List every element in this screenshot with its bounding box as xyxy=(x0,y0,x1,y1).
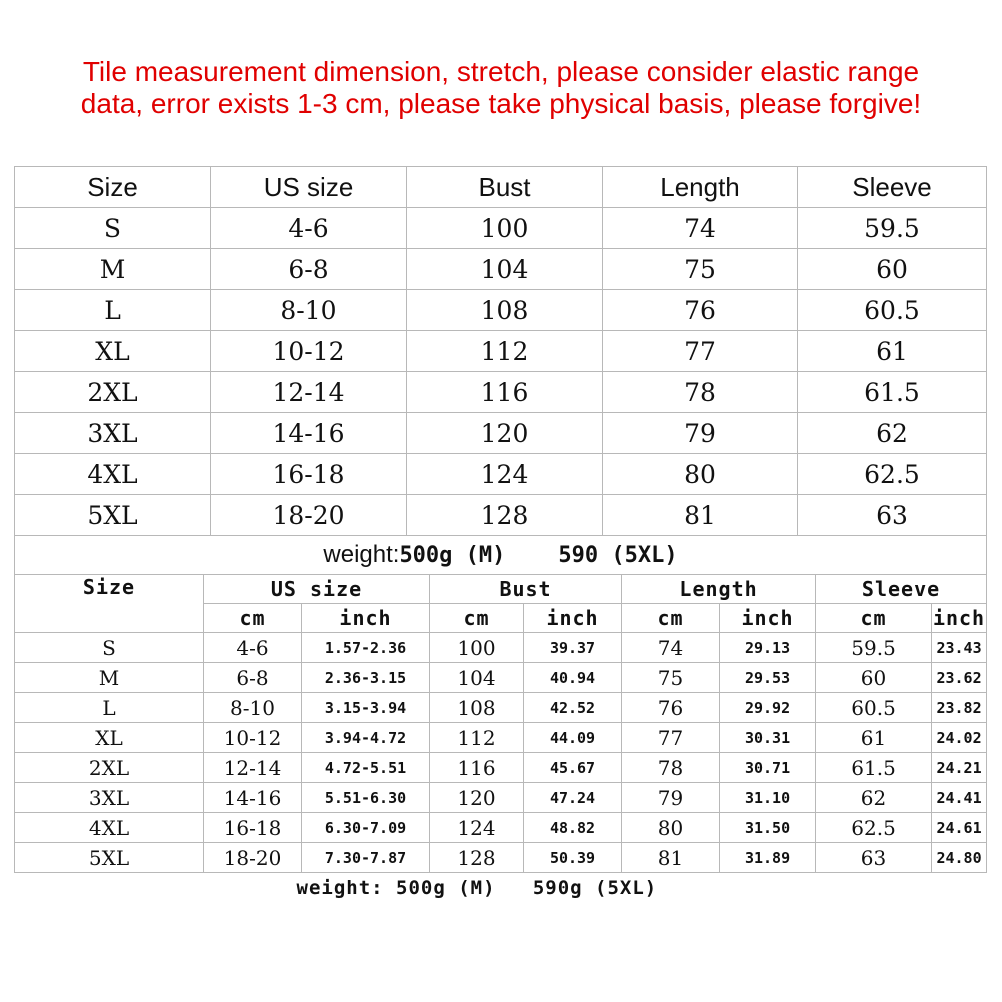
cell-size: M xyxy=(15,663,204,693)
col-header-us-size: US size xyxy=(211,167,407,208)
cell-sleeve-cm: 61 xyxy=(816,723,932,753)
cell-us-size: 10-12 xyxy=(211,331,407,372)
cell-sleeve: 62.5 xyxy=(798,454,987,495)
cell-sleeve: 61 xyxy=(798,331,987,372)
cell-length-cm: 81 xyxy=(622,843,720,873)
cell-length: 77 xyxy=(603,331,798,372)
cell-sleeve-inch: 24.41 xyxy=(932,783,987,813)
size-table-cm-inch xyxy=(14,574,987,903)
table-row xyxy=(15,813,987,843)
cell-length-inch: 30.31 xyxy=(720,723,816,753)
cell-bust-cm: 100 xyxy=(430,633,524,663)
cell-size: 3XL xyxy=(15,783,204,813)
col-header-sleeve: Sleeve xyxy=(798,167,987,208)
cell-bust-cm: 104 xyxy=(430,663,524,693)
cell-bust-inch: 50.39 xyxy=(524,843,622,873)
cell-us-inch: 2.36-3.15 xyxy=(302,663,430,693)
col-header-size: Size xyxy=(15,575,204,633)
col-header-bust: Bust xyxy=(430,575,622,604)
table-row xyxy=(15,495,987,536)
cell-size: 2XL xyxy=(15,753,204,783)
cell-length: 80 xyxy=(603,454,798,495)
subheader-cm: cm xyxy=(430,604,524,633)
cell-length: 76 xyxy=(603,290,798,331)
cell-us-inch: 1.57-2.36 xyxy=(302,633,430,663)
cell-size: M xyxy=(15,249,211,290)
cell-sleeve-cm: 59.5 xyxy=(816,633,932,663)
table-row xyxy=(15,663,987,693)
table-header-row xyxy=(15,167,987,208)
cell-size: XL xyxy=(15,331,211,372)
cell-length-cm: 78 xyxy=(622,753,720,783)
cell-us-size: 12-14 xyxy=(211,372,407,413)
cell-size: 4XL xyxy=(15,454,211,495)
cell-us-inch: 5.51-6.30 xyxy=(302,783,430,813)
cell-us-size: 18-20 xyxy=(211,495,407,536)
cell-size: L xyxy=(15,290,211,331)
cell-bust-inch: 39.37 xyxy=(524,633,622,663)
cell-length-cm: 79 xyxy=(622,783,720,813)
cell-us-inch: 7.30-7.87 xyxy=(302,843,430,873)
weight-row xyxy=(15,873,987,904)
cell-size: 2XL xyxy=(15,372,211,413)
weight-row xyxy=(15,536,987,575)
cell-size: S xyxy=(15,208,211,249)
table-row xyxy=(15,290,987,331)
notice-line-2: data, error exists 1-3 cm, please take physical basis, please forgive! xyxy=(80,88,922,119)
table-row xyxy=(15,843,987,873)
col-header-length: Length xyxy=(603,167,798,208)
col-header-length: Length xyxy=(622,575,816,604)
cell-us-cm: 12-14 xyxy=(204,753,302,783)
cell-sleeve-cm: 62.5 xyxy=(816,813,932,843)
cell-sleeve: 62 xyxy=(798,413,987,454)
cell-sleeve-inch: 24.80 xyxy=(932,843,987,873)
table-row xyxy=(15,783,987,813)
cell-bust: 124 xyxy=(407,454,603,495)
cell-length-inch: 31.10 xyxy=(720,783,816,813)
subheader-inch: inch xyxy=(524,604,622,633)
cell-sleeve-inch: 23.62 xyxy=(932,663,987,693)
cell-size: 3XL xyxy=(15,413,211,454)
cell-sleeve: 59.5 xyxy=(798,208,987,249)
weight-cell: weight: 500g (M) 590g (5XL) xyxy=(296,877,658,899)
notice-line-1: Tile measurement dimension, stretch, please consider elastic range xyxy=(82,56,920,87)
cell-bust-cm: 112 xyxy=(430,723,524,753)
cell-bust: 116 xyxy=(407,372,603,413)
table-row xyxy=(15,413,987,454)
cell-size: XL xyxy=(15,723,204,753)
cell-length-cm: 76 xyxy=(622,693,720,723)
cell-us-size: 8-10 xyxy=(211,290,407,331)
cell-sleeve-cm: 60 xyxy=(816,663,932,693)
cell-us-cm: 10-12 xyxy=(204,723,302,753)
cell-length-inch: 31.89 xyxy=(720,843,816,873)
cell-sleeve-inch: 23.82 xyxy=(932,693,987,723)
cell-bust-inch: 45.67 xyxy=(524,753,622,783)
table-row xyxy=(15,633,987,663)
cell-bust-cm: 128 xyxy=(430,843,524,873)
cell-length-inch: 30.71 xyxy=(720,753,816,783)
table-row xyxy=(15,208,987,249)
cell-length-cm: 74 xyxy=(622,633,720,663)
cell-length: 79 xyxy=(603,413,798,454)
cell-sleeve-inch: 24.02 xyxy=(932,723,987,753)
cell-sleeve: 60.5 xyxy=(798,290,987,331)
cell-us-cm: 6-8 xyxy=(204,663,302,693)
table-row xyxy=(15,723,987,753)
cell-bust: 104 xyxy=(407,249,603,290)
cell-bust-inch: 48.82 xyxy=(524,813,622,843)
cell-bust-cm: 116 xyxy=(430,753,524,783)
cell-bust-cm: 124 xyxy=(430,813,524,843)
cell-length-inch: 29.92 xyxy=(720,693,816,723)
cell-us-size: 16-18 xyxy=(211,454,407,495)
cell-bust-inch: 47.24 xyxy=(524,783,622,813)
cell-sleeve: 60 xyxy=(798,249,987,290)
col-header-sleeve: Sleeve xyxy=(816,575,987,604)
cell-sleeve-cm: 63 xyxy=(816,843,932,873)
cell-size: S xyxy=(15,633,204,663)
cell-sleeve-cm: 61.5 xyxy=(816,753,932,783)
table-row xyxy=(15,249,987,290)
cell-length-cm: 75 xyxy=(622,663,720,693)
weight-cell xyxy=(15,536,987,575)
cell-length-inch: 31.50 xyxy=(720,813,816,843)
table-row xyxy=(15,753,987,783)
cell-sleeve-inch: 24.21 xyxy=(932,753,987,783)
cell-us-cm: 16-18 xyxy=(204,813,302,843)
subheader-cm: cm xyxy=(816,604,932,633)
table-row xyxy=(15,454,987,495)
weight-value: 500g (M) 590 (5XL) xyxy=(399,543,678,568)
size-table-cm xyxy=(14,166,987,575)
cell-bust: 108 xyxy=(407,290,603,331)
cell-bust-cm: 108 xyxy=(430,693,524,723)
cell-us-cm: 14-16 xyxy=(204,783,302,813)
cell-size: 5XL xyxy=(15,843,204,873)
col-header-bust: Bust xyxy=(407,167,603,208)
cell-length: 75 xyxy=(603,249,798,290)
cell-sleeve: 61.5 xyxy=(798,372,987,413)
cell-bust: 120 xyxy=(407,413,603,454)
cell-length-cm: 80 xyxy=(622,813,720,843)
cell-size: L xyxy=(15,693,204,723)
cell-sleeve: 63 xyxy=(798,495,987,536)
cell-size: 5XL xyxy=(15,495,211,536)
cell-us-size: 14-16 xyxy=(211,413,407,454)
notice-text xyxy=(0,56,1002,120)
cell-length-cm: 77 xyxy=(622,723,720,753)
cell-sleeve-cm: 62 xyxy=(816,783,932,813)
cell-us-inch: 4.72-5.51 xyxy=(302,753,430,783)
subheader-cm: cm xyxy=(204,604,302,633)
table-row xyxy=(15,331,987,372)
cell-us-inch: 3.15-3.94 xyxy=(302,693,430,723)
subheader-inch: inch xyxy=(720,604,816,633)
table-header-row xyxy=(15,575,987,604)
cell-sleeve-inch: 24.61 xyxy=(932,813,987,843)
cell-us-cm: 4-6 xyxy=(204,633,302,663)
cell-length: 78 xyxy=(603,372,798,413)
cell-sleeve-inch: 23.43 xyxy=(932,633,987,663)
cell-us-inch: 6.30-7.09 xyxy=(302,813,430,843)
cell-us-inch: 3.94-4.72 xyxy=(302,723,430,753)
weight-label: weight: xyxy=(323,541,400,568)
cell-bust-inch: 40.94 xyxy=(524,663,622,693)
cell-size: 4XL xyxy=(15,813,204,843)
col-header-us-size: US size xyxy=(204,575,430,604)
cell-us-cm: 8-10 xyxy=(204,693,302,723)
cell-bust: 100 xyxy=(407,208,603,249)
subheader-inch: inch xyxy=(932,604,987,633)
cell-bust-cm: 120 xyxy=(430,783,524,813)
col-header-size: Size xyxy=(15,167,211,208)
cell-bust-inch: 42.52 xyxy=(524,693,622,723)
cell-length-inch: 29.13 xyxy=(720,633,816,663)
cell-us-size: 4-6 xyxy=(211,208,407,249)
subheader-inch: inch xyxy=(302,604,430,633)
cell-us-cm: 18-20 xyxy=(204,843,302,873)
cell-sleeve-cm: 60.5 xyxy=(816,693,932,723)
cell-length-inch: 29.53 xyxy=(720,663,816,693)
subheader-cm: cm xyxy=(622,604,720,633)
table-row xyxy=(15,372,987,413)
cell-length: 74 xyxy=(603,208,798,249)
cell-bust: 112 xyxy=(407,331,603,372)
cell-length: 81 xyxy=(603,495,798,536)
cell-bust: 128 xyxy=(407,495,603,536)
table-row xyxy=(15,693,987,723)
cell-us-size: 6-8 xyxy=(211,249,407,290)
cell-bust-inch: 44.09 xyxy=(524,723,622,753)
